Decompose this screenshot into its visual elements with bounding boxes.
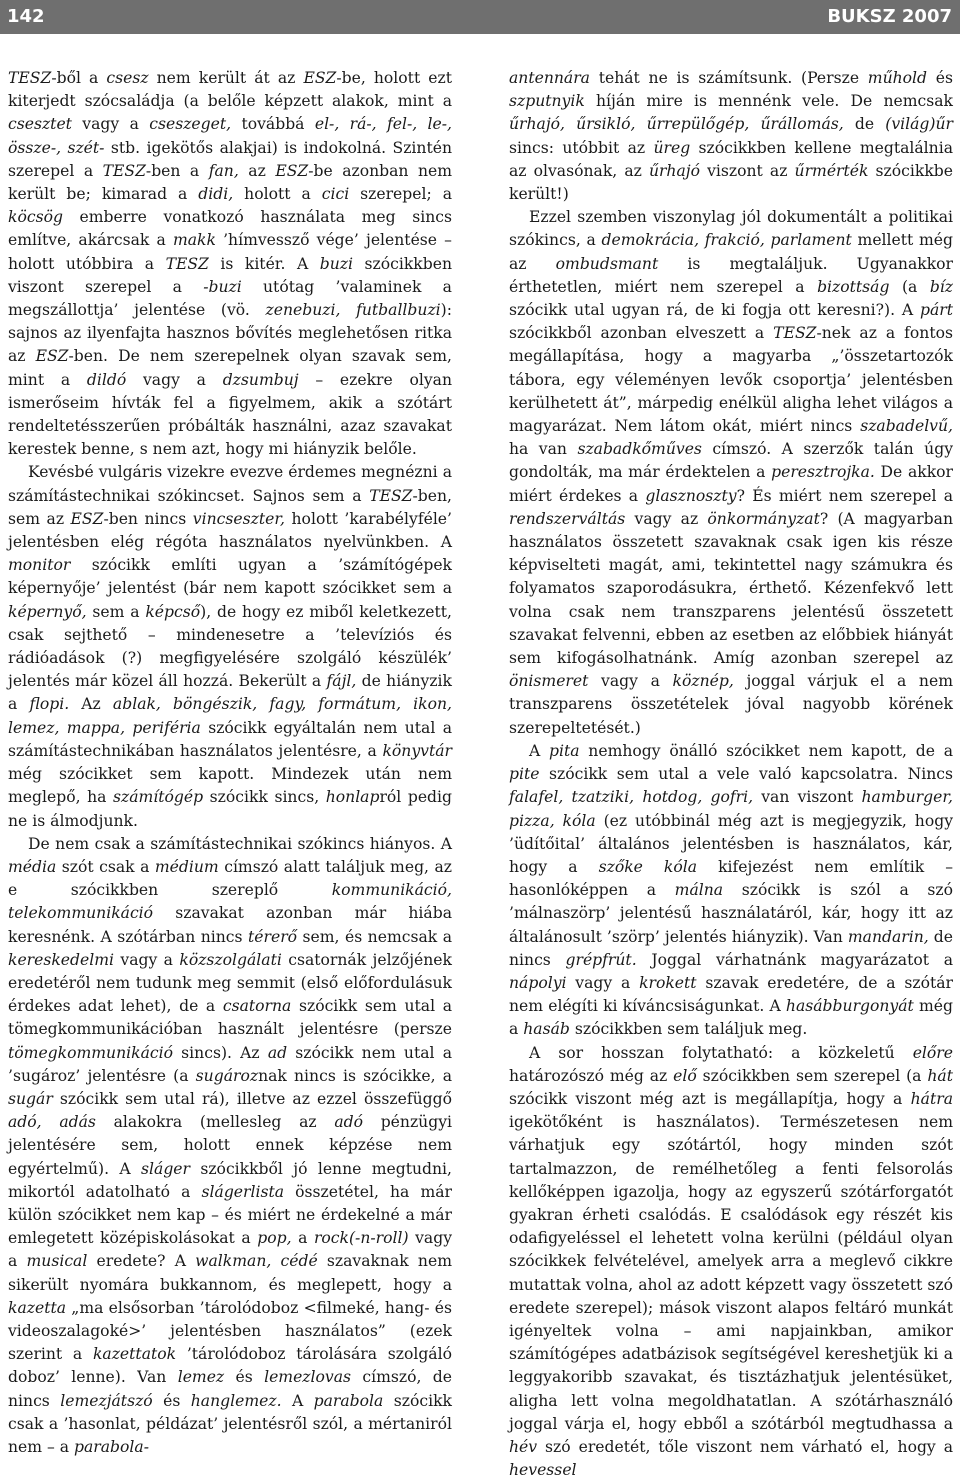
paragraph: A sor hosszan folytatható: a közkeletű előre határozószó még az elő szócikkben sem szerepel (a hát szócikk viszont még azt is megállapítja, hogy a hátra igekötőként is használatos). Természetesen nem várhatjuk egy szótártól, hogy minden szót tartalmazzon, de remélhetőleg a fenti felsorolás kellőképpen igazolja, hogy az egyszerű szótárforgatót gyakran érheti csalódás. E csalódások egy részét kis odafigyeléssel el lehetett volna kerülni (például olyan szócikkek felvételével, amelyek arra a meglevő cikkre mutattak volna, ahol az adott képzett vagy összetett szó eredete szerepel); mások viszont alapos feltáró munkát igényeltek volna – ami napjainkban, amikor számítógépes adatbázisok segítségével kereshetjük ki a leggyakoribb szavakat, és tisztázhatjuk jelentésüket, aligha lett volna megoldhatatlan. A szótárhasználó joggal várja el, hogy ebből a szótárból megtudhassa a hév szó eredetét, tőle viszont nem várható el, hogy a hevessel — [509, 1043, 953, 1480]
paragraph: De nem csak a számítástechnikai szókincs hiányos. A média szót csak a médium címszó alatt találjuk meg, az e szócikkben szereplő kommunikáció, telekommunikáció szavakat azonban már hiába keresnénk. A szótárban nincs térerő sem, és nemcsak a kereskedelmi vagy a közszolgálati csatornák jelzőjének eredetéről nem tudunk meg semmit (első előfordulásuk érdekes adat lehet), de a csatorna szócikk sem utal a tömegkommunikációban használt jelentésre (persze tömegkommunikáció sincs). Az ad szócikk nem utal a ’sugároz’ jelentésre (a sugároznak nincs is szócikke, a sugár szócikk sem utal rá), illetve az ezzel összefüggő adó, adás alakokra (mellesleg az adó pénzügyi jelentésére sem, holott ennek képzése nem egyértelmű). A sláger szócikkből jó lenne megtudni, mikortól adatolható a slágerlista összetétel, ha már külön szócikket nem kap – és miért ne érdekelné a már emlegetett középiskolásokat a pop, a rock(-n-roll) vagy a musical eredete? A walkman, cédé szavaknak nem sikerült nyomára bukkannom, és meglepett, hogy a kazetta „ma elsősorban ’tárolódoboz <filmeké, hang- és videoszalagoké>’ jelentésben használatos” (ezek szerint a kazettatok ’tárolódoboz tárolására szolgáló doboz’ lenne). Van lemez és lemezlovas címszó, de nincs lemezjátszó és hanglemez. A parabola szócikk csak a ’hasonlat, példázat’ jelentésről szól, a mértaniról nem – a parabola- — [8, 834, 453, 1456]
paragraph: Kevésbé vulgáris vizekre evezve érdemes megnézni a számítástechnikai szókincset. Sajnos sem a TESZ-ben, sem az ESZ-ben nincs vincseszter, holott ’karabélyféle’ jelentésben elég régóta használatos nyelvünkben. A monitor szócikk említi ugyan a ’számítógépek képernyője’ jelentést (bár nem kapott szócikket sem a képernyő, sem a képcső), de hogy ez miből keletkezett, csak sejthető – mindenesetre a ’televíziós és rádióadások (?) megfigyelésére szolgáló készülék’ jelentés már közel áll hozzá. Bekerült a fájl, de hiányzik a flopi. Az ablak, böngészik, fagy, formátum, ikon, lemez, mappa, periféria szócikk egyáltalán nem utal a számítástechnikában használatos jelentésre, a könyvtár még szócikket sem kapott. Mindezek után nem meglepő, ha számítógép szócikk sincs, honlapról pedig ne is álmodjunk. — [8, 463, 453, 830]
page-header — [0, 0, 960, 34]
paragraph: antennára tehát ne is számítsunk. (Persze műhold és szputnyik híján mire is mennénk vele. De nemcsak űrhajó, űrsikló, űrrepülőgép, űrállomás, de (világ)űr sincs: utóbbit az üreg szócikkben kellene megtalálnia az olvasónak, az űrhajó viszont az űrmérték szócikkbe került!) — [509, 69, 953, 204]
left-column — [8, 67, 452, 1459]
paragraph: TESZ-ből a csesz nem került át az ESZ-be, holott ezt kiterjedt szócsaládja (a belőle képzett alakok, mint a csesztet vagy a cseszeget, továbbá el-, rá-, fel-, le-, össze-, szét- stb. igekötős alakjai) is indokolná. Szintén szerepel a TESZ-ben a fan, az ESZ-be azonban nem került be; kimarad a didi, holott a cici szerepel; a köcsög emberre vonatkozó használata meg sincs említve, akárcsak a makk ’hímvessző vége’ jelentése – holott utóbbira a TESZ is kitér. A buzi szócikkben viszont szerepel a -buzi utótag ’valaminek a megszállottja’ jelentése (vö. zenebuzi, futballbuzi): sajnos az ilyenfajta hasznos bővítés meglehetősen ritka az ESZ-ben. De nem szerepelnek olyan szavak sem, mint a dildó vagy a dzsumbuj – ezekre olyan ismerőseim hívták fel a figyelmem, akik a szótárt rendeltetésszerűen próbálták használni, azaz szavakat kerestek benne, s nem azt, hogy mi hiányzik belőle. — [8, 69, 453, 459]
right-column — [509, 67, 953, 1482]
page-number: 142 — [7, 6, 45, 27]
paragraph: Ezzel szemben viszonylag jól dokumentált a politikai szókincs, a demokrácia, frakció, parlament mellett még az ombudsmant is megtaláljuk. Ugyanakkor érthetetlen, miért nem szerepel a bizottság (a bíz szócikk utal ugyan rá, de ki fogja ott keresni?). A párt szócikkből azonban elveszett a TESZ-nek az a fontos megállapítása, hogy a magyarba „’összetartozók tábora, egy véleményen levők csoportja’ jelentésben kerülhetett át”, márpedig enélkül aligha lehet világos a magyarázat. Nem látom okát, miért nincs szabadelvű, ha van szabadkőműves címszó. A szerzők talán úgy gondolták, ma már érdektelen a peresztrojka. De akkor miért érdekes a glasznoszty? És miért nem szerepel a rendszerváltás vagy az önkormányzat? (A magyarban használatos összetett szavaknak csak igen kis része képviselteti magát, ami, tekintettel nagy számukra és folyamatos szaporodásukra, érthető. Kézenfekvő lett volna csak nem transzparens jelentésű összetett szavakat felvenni, ebben az esetben az előbbiek hiányát sem kifogásolhatnánk. Amíg azonban szerepel az önismeret vagy a köznép, joggal várjuk el a nem transzparens összetételek jóval nagyobb körének szerepeltetését.) — [509, 208, 954, 737]
journal-title: BUKSZ 2007 — [827, 6, 952, 27]
paragraph: A pita nemhogy önálló szócikket nem kapott, de a pite szócikk sem utal a vele való kapcsolatra. Nincs falafel, tzatziki, hotdog, gofri, van viszont hamburger, pizza, kóla (ez utóbbinál még azt is megjegyzik, hogy ’üdítőital’ általános jelentésben is használatos, kár, hogy a szőke kóla kifejezést nem említik – hasonlóképpen a málna szócikk is szól a szó ’málnaszörp’ jelentésű használatáról, kár, hogy itt az általánosult ’szörp’ jelentés hiányzik). Van mandarin, de nincs grépfrút. Joggal várhatnánk magyarázatot a nápolyi vagy a krokett szavak eredetére, de a szótár nem elégíti ki kíváncsiságunkat. A hasábburgonyát még a hasáb szócikkben sem találjuk meg. — [509, 741, 954, 1039]
